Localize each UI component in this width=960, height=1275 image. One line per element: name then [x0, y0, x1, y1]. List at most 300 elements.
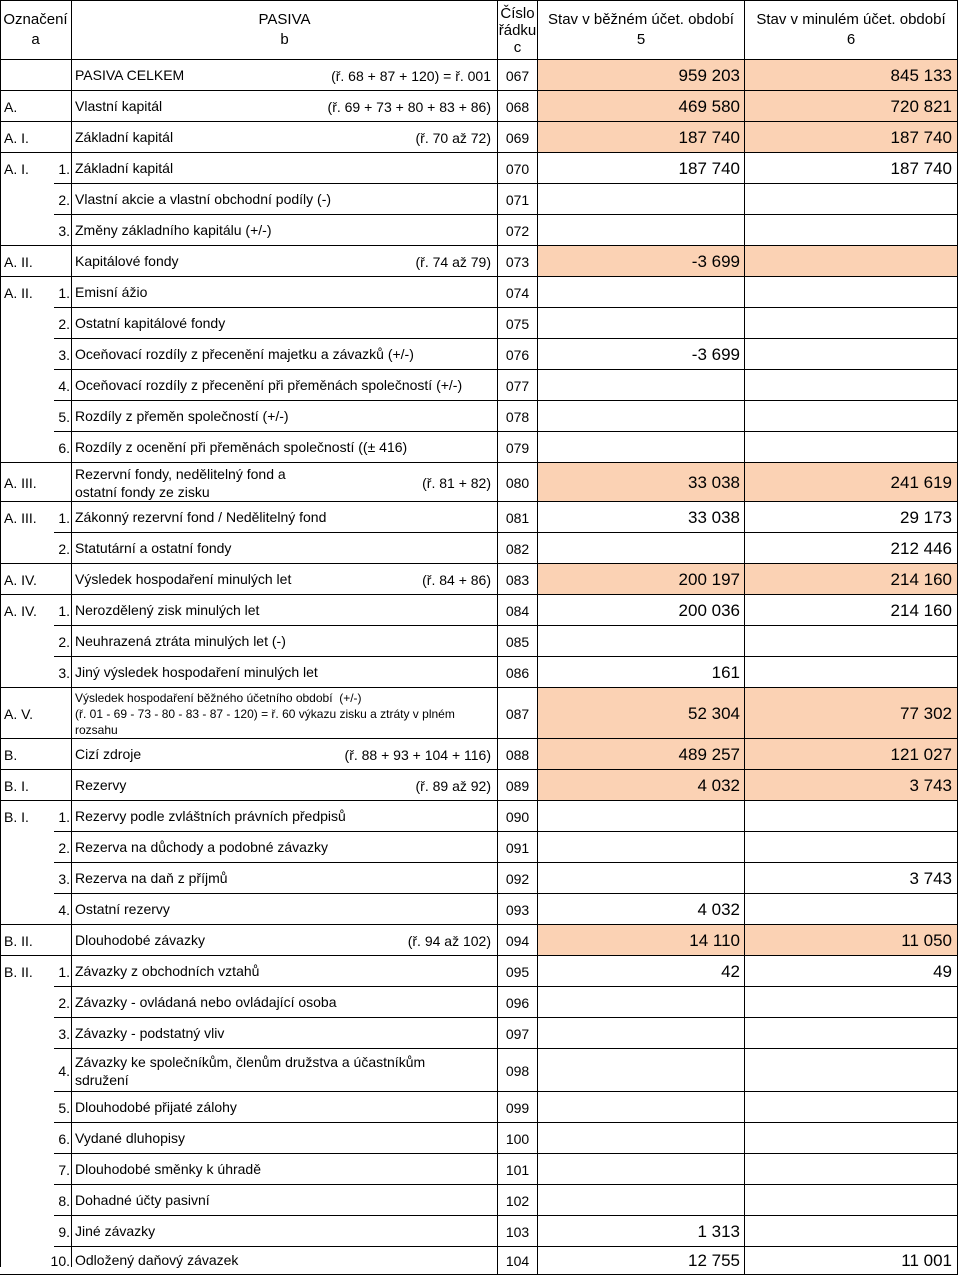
row-formula: (ř. 68 + 87 + 120) = ř. 001 [331, 67, 491, 84]
row-item-number: 4. [58, 901, 70, 918]
row-label: Dohadné účty pasivní [75, 1191, 210, 1208]
row-label-cell [72, 370, 498, 401]
row-label-cell [72, 184, 498, 215]
row-label-cell [72, 1247, 498, 1275]
row-number-cell [498, 1154, 538, 1185]
row-label-cell [72, 770, 498, 801]
row-number: 092 [505, 870, 530, 887]
row-marking [0, 1185, 72, 1216]
row-number-cell [498, 184, 538, 215]
row-label: Rezervní fondy, nedělitelný fond a ostatní fondy ze zisku [75, 465, 286, 500]
marking-divider [0, 594, 72, 595]
previous-period-cell [745, 1049, 958, 1092]
row-marking [0, 370, 72, 401]
current-period-cell [538, 863, 745, 894]
row-code: A. I. [4, 129, 29, 146]
marking-divider [54, 831, 72, 832]
row-marking [0, 894, 72, 925]
row-label: Vlastní akcie a vlastní obchodní podíly (-) [75, 190, 332, 207]
row-number-cell [498, 801, 538, 832]
row-formula: (ř. 94 až 102) [407, 932, 491, 949]
header-marking [0, 0, 72, 60]
row-item-number: 2. [58, 315, 70, 332]
current-period-cell [538, 595, 745, 626]
row-code: A. V. [4, 705, 34, 722]
marking-divider [0, 738, 72, 739]
row-number: 073 [505, 253, 530, 270]
row-label: Statutární a ostatní fondy [75, 539, 232, 556]
previous-period-cell [745, 1018, 958, 1049]
row-item-number: 1. [58, 963, 70, 980]
row-number-cell [498, 626, 538, 657]
current-period-value: 52 304 [688, 703, 740, 723]
previous-period-cell [745, 626, 958, 657]
previous-period-value: 212 446 [890, 538, 952, 558]
current-period-cell [538, 925, 745, 956]
row-label: Dlouhodobé přijaté zálohy [75, 1098, 237, 1115]
row-label: Jiné závazky [75, 1222, 156, 1239]
previous-period-cell [745, 1154, 958, 1185]
row-number: 072 [505, 222, 530, 239]
previous-period-cell [745, 1092, 958, 1123]
row-number-cell [498, 91, 538, 122]
previous-period-value: 3 743 [909, 775, 952, 795]
marking-divider [54, 400, 72, 401]
row-number: 071 [505, 191, 530, 208]
row-label-cell [72, 863, 498, 894]
row-code: B. I. [4, 808, 29, 825]
row-marking [0, 502, 72, 533]
row-marking [0, 832, 72, 863]
row-label-cell [72, 688, 498, 739]
marking-divider [54, 1048, 72, 1049]
current-period-value: 42 [721, 961, 740, 981]
row-number: 102 [505, 1192, 530, 1209]
row-label: Rezervy [75, 776, 127, 793]
row-label-cell [72, 1216, 498, 1247]
row-number-cell [498, 894, 538, 925]
marking-divider [54, 893, 72, 894]
row-number: 067 [505, 67, 530, 84]
row-marking [0, 432, 72, 463]
current-period-cell [538, 1247, 745, 1275]
row-number: 096 [505, 994, 530, 1011]
row-label: Oceňovací rozdíly z přecenění při přeměnách společností (+/-) [75, 376, 463, 393]
row-number: 101 [505, 1161, 530, 1178]
row-label: Neuhrazená ztráta minulých let (-) [75, 632, 286, 649]
row-label: Ostatní kapitálové fondy [75, 314, 226, 331]
previous-period-value: 214 160 [890, 600, 952, 620]
row-marking [0, 987, 72, 1018]
row-marking [0, 401, 72, 432]
row-label: Kapitálové fondy [75, 252, 179, 269]
row-label-cell [72, 1092, 498, 1123]
row-number: 081 [505, 509, 530, 526]
row-marking [0, 595, 72, 626]
row-label: Dlouhodobé závazky [75, 931, 205, 948]
previous-period-cell [745, 595, 958, 626]
row-code: A. I. [4, 160, 29, 177]
current-period-cell [538, 277, 745, 308]
previous-period-cell [745, 91, 958, 122]
marking-divider [54, 1153, 72, 1154]
current-period-cell [538, 1049, 745, 1092]
current-period-cell [538, 832, 745, 863]
previous-period-value: 11 001 [901, 1251, 952, 1270]
row-label-cell [72, 1018, 498, 1049]
previous-period-cell [745, 277, 958, 308]
previous-period-value: 77 302 [900, 703, 952, 723]
previous-period-cell [745, 688, 958, 739]
row-number: 068 [505, 98, 530, 115]
previous-period-cell [745, 956, 958, 987]
current-period-value: 4 032 [697, 899, 740, 919]
previous-period-value: 3 743 [909, 868, 952, 888]
row-number-cell [498, 657, 538, 688]
row-number: 069 [505, 129, 530, 146]
previous-period-cell [745, 502, 958, 533]
row-formula: (ř. 70 až 72) [415, 129, 491, 146]
row-marking [0, 770, 72, 801]
row-label-cell [72, 122, 498, 153]
current-period-value: -3 699 [691, 251, 740, 271]
row-marking [0, 215, 72, 246]
marking-divider [0, 245, 72, 246]
current-period-value: 187 740 [678, 158, 740, 178]
row-label: PASIVA CELKEM [75, 66, 185, 83]
current-period-value: 1 313 [697, 1221, 740, 1241]
row-label-cell [72, 987, 498, 1018]
row-item-number: 3. [58, 664, 70, 681]
header-row-number [498, 0, 538, 60]
header-marking-line-1: Označení [3, 11, 68, 28]
previous-period-cell [745, 1216, 958, 1247]
row-label-cell [72, 246, 498, 277]
row-number-cell [498, 956, 538, 987]
row-marking [0, 1049, 72, 1092]
row-marking [0, 91, 72, 122]
row-label-cell [72, 956, 498, 987]
previous-period-cell [745, 153, 958, 184]
row-marking [0, 1018, 72, 1049]
row-number: 080 [505, 474, 530, 491]
row-label: Vydané dluhopisy [75, 1129, 186, 1146]
row-number: 100 [505, 1130, 530, 1147]
current-period-value: 200 197 [678, 569, 740, 589]
row-marking [0, 308, 72, 339]
header-current-period [538, 0, 745, 60]
row-label: Cizí zdroje [75, 745, 142, 762]
row-code: B. I. [4, 777, 29, 794]
current-period-cell [538, 184, 745, 215]
row-marking [0, 626, 72, 657]
row-item-number: 7. [58, 1161, 70, 1178]
previous-period-cell [745, 987, 958, 1018]
previous-period-value: 214 160 [890, 569, 952, 589]
previous-period-cell [745, 801, 958, 832]
previous-period-cell [745, 215, 958, 246]
row-item-number: 3. [58, 346, 70, 363]
row-label: Výsledek hospodaření minulých let [75, 570, 292, 587]
marking-divider [54, 1246, 72, 1247]
row-item-number: 1. [58, 808, 70, 825]
row-number: 103 [505, 1223, 530, 1240]
current-period-value: 469 580 [678, 96, 740, 116]
row-number-cell [498, 533, 538, 564]
marking-divider [54, 1017, 72, 1018]
row-label-cell [72, 1185, 498, 1216]
row-label: Výsledek hospodaření běžného účetního období (+/-) (ř. 01 - 69 - 73 - 80 - 83 - 87 - 120) = ř. 60 výkazu zisku a ztráty v plném rozsahu [75, 690, 455, 737]
previous-period-cell [745, 739, 958, 770]
row-marking [0, 1216, 72, 1247]
row-marking [0, 246, 72, 277]
row-label: Rezervy podle zvláštních právních předpisů [75, 807, 346, 824]
row-label: Oceňovací rozdíly z přecenění majetku a závazků (+/-) [75, 345, 414, 362]
row-item-number: 4. [58, 1062, 70, 1079]
row-marking [0, 463, 72, 502]
current-period-cell [538, 60, 745, 91]
header-previous-period-line-1: Stav v minulém účet. období [756, 11, 946, 28]
current-period-cell [538, 657, 745, 688]
previous-period-value: 241 619 [890, 472, 952, 492]
row-item-number: 1. [58, 602, 70, 619]
marking-divider [0, 276, 72, 277]
marking-divider [0, 90, 72, 91]
row-label: Rezerva na daň z příjmů [75, 869, 228, 886]
row-number-cell [498, 1185, 538, 1216]
row-label-cell [72, 1154, 498, 1185]
row-number: 090 [505, 808, 530, 825]
marking-divider [0, 769, 72, 770]
row-marking [0, 956, 72, 987]
previous-period-cell [745, 463, 958, 502]
current-period-cell [538, 688, 745, 739]
row-code: A. II. [4, 284, 33, 301]
row-item-number: 10. [50, 1253, 70, 1269]
row-formula: (ř. 84 + 86) [422, 571, 491, 588]
row-item-number: 1. [58, 284, 70, 301]
row-item-number: 3. [58, 1025, 70, 1042]
row-label-cell [72, 1123, 498, 1154]
row-label-cell [72, 533, 498, 564]
previous-period-cell [745, 657, 958, 688]
current-period-cell [538, 739, 745, 770]
row-number: 083 [505, 571, 530, 588]
row-number: 075 [505, 315, 530, 332]
row-label-cell [72, 739, 498, 770]
row-marking [0, 564, 72, 595]
previous-period-cell [745, 60, 958, 91]
previous-period-cell [745, 1123, 958, 1154]
previous-period-cell [745, 184, 958, 215]
current-period-value: -3 699 [691, 344, 740, 364]
row-label-cell [72, 925, 498, 956]
current-period-cell [538, 246, 745, 277]
current-period-value: 12 755 [688, 1251, 740, 1270]
current-period-cell [538, 564, 745, 595]
row-marking [0, 533, 72, 564]
row-label-cell [72, 564, 498, 595]
previous-period-value: 845 133 [890, 65, 952, 85]
marking-divider [54, 656, 72, 657]
marking-divider [54, 1091, 72, 1092]
row-marking [0, 925, 72, 956]
row-label-cell [72, 153, 498, 184]
row-code: B. II. [4, 932, 33, 949]
row-label: Odložený daňový závazek [75, 1252, 239, 1268]
current-period-cell [538, 1185, 745, 1216]
row-number-cell [498, 60, 538, 91]
current-period-cell [538, 1092, 745, 1123]
row-number-cell [498, 688, 538, 739]
row-number: 091 [505, 839, 530, 856]
row-marking [0, 277, 72, 308]
row-code: A. III. [4, 509, 37, 526]
row-number: 094 [505, 932, 530, 949]
current-period-cell [538, 1154, 745, 1185]
current-period-cell [538, 987, 745, 1018]
row-label: Zákonný rezervní fond / Nedělitelný fond [75, 508, 327, 525]
row-label-cell [72, 60, 498, 91]
row-item-number: 2. [58, 191, 70, 208]
row-formula: (ř. 69 + 73 + 80 + 83 + 86) [327, 98, 491, 115]
header-previous-period [745, 0, 958, 60]
row-label-cell [72, 215, 498, 246]
row-number-cell [498, 463, 538, 502]
previous-period-value: 29 173 [900, 507, 952, 527]
row-item-number: 3. [58, 870, 70, 887]
current-period-cell [538, 339, 745, 370]
previous-period-cell [745, 863, 958, 894]
row-code: B. II. [4, 963, 33, 980]
row-item-number: 4. [58, 377, 70, 394]
current-period-cell [538, 894, 745, 925]
row-label: Jiný výsledek hospodaření minulých let [75, 663, 318, 680]
row-number: 104 [505, 1253, 530, 1269]
row-label-cell [72, 401, 498, 432]
previous-period-cell [745, 246, 958, 277]
row-number-cell [498, 339, 538, 370]
row-number-cell [498, 215, 538, 246]
row-number-cell [498, 277, 538, 308]
previous-period-cell [745, 925, 958, 956]
previous-period-value: 11 050 [901, 930, 952, 950]
header-marking-line-2: a [31, 31, 40, 48]
row-label-cell [72, 339, 498, 370]
row-label-cell [72, 432, 498, 463]
row-number-cell [498, 564, 538, 595]
marking-divider [54, 986, 72, 987]
row-label: Nerozdělený zisk minulých let [75, 601, 260, 618]
current-period-value: 4 032 [697, 775, 740, 795]
row-number: 077 [505, 377, 530, 394]
marking-divider [54, 532, 72, 533]
row-item-number: 5. [58, 1099, 70, 1116]
row-marking [0, 153, 72, 184]
marking-divider [54, 1215, 72, 1216]
row-code: A. IV. [4, 602, 37, 619]
row-code: A. [4, 98, 18, 115]
current-period-value: 187 740 [678, 127, 740, 147]
previous-period-cell [745, 770, 958, 801]
row-number: 082 [505, 540, 530, 557]
current-period-cell [538, 533, 745, 564]
marking-divider [54, 625, 72, 626]
row-number-cell [498, 1018, 538, 1049]
row-item-number: 6. [58, 1130, 70, 1147]
marking-divider [0, 924, 72, 925]
row-number-cell [498, 987, 538, 1018]
marking-divider [0, 121, 72, 122]
row-label: Závazky - podstatný vliv [75, 1024, 225, 1041]
row-label-cell [72, 626, 498, 657]
row-item-number: 6. [58, 439, 70, 456]
row-label: Základní kapitál [75, 128, 174, 145]
marking-divider [54, 183, 72, 184]
previous-period-value: 49 [933, 961, 952, 981]
previous-period-cell [745, 122, 958, 153]
row-marking [0, 688, 72, 739]
row-number-cell [498, 832, 538, 863]
row-number-cell [498, 1049, 538, 1092]
row-number-cell [498, 246, 538, 277]
current-period-cell [538, 91, 745, 122]
row-item-number: 2. [58, 633, 70, 650]
current-period-cell [538, 956, 745, 987]
previous-period-cell [745, 401, 958, 432]
row-marking [0, 184, 72, 215]
row-label-cell [72, 894, 498, 925]
current-period-cell [538, 1018, 745, 1049]
previous-period-cell [745, 832, 958, 863]
previous-period-cell [745, 370, 958, 401]
row-label-cell [72, 657, 498, 688]
row-label: Emisní ážio [75, 283, 148, 300]
current-period-cell [538, 432, 745, 463]
row-number: 089 [505, 777, 530, 794]
previous-period-cell [745, 1185, 958, 1216]
header-row-number-line-3: c [513, 38, 522, 56]
current-period-value: 33 038 [688, 507, 740, 527]
row-number-cell [498, 863, 538, 894]
row-number: 070 [505, 160, 530, 177]
row-label: Závazky z obchodních vztahů [75, 962, 260, 979]
current-period-cell [538, 308, 745, 339]
row-number: 086 [505, 664, 530, 681]
row-number-cell [498, 1216, 538, 1247]
row-item-number: 2. [58, 540, 70, 557]
current-period-cell [538, 626, 745, 657]
current-period-value: 959 203 [678, 65, 740, 85]
row-number: 074 [505, 284, 530, 301]
marking-divider [54, 862, 72, 863]
marking-divider [54, 1122, 72, 1123]
header-liabilities-line-2: b [280, 31, 289, 48]
row-formula: (ř. 88 + 93 + 104 + 116) [344, 746, 491, 763]
row-number: 098 [505, 1062, 530, 1079]
row-label-cell [72, 463, 498, 502]
previous-period-cell [745, 533, 958, 564]
row-number-cell [498, 1247, 538, 1275]
current-period-cell [538, 801, 745, 832]
row-label-cell [72, 502, 498, 533]
row-code: A. II. [4, 253, 33, 270]
marking-divider [54, 1184, 72, 1185]
row-marking [0, 60, 72, 91]
row-label-cell [72, 1049, 498, 1092]
marking-divider [0, 955, 72, 956]
row-number: 078 [505, 408, 530, 425]
